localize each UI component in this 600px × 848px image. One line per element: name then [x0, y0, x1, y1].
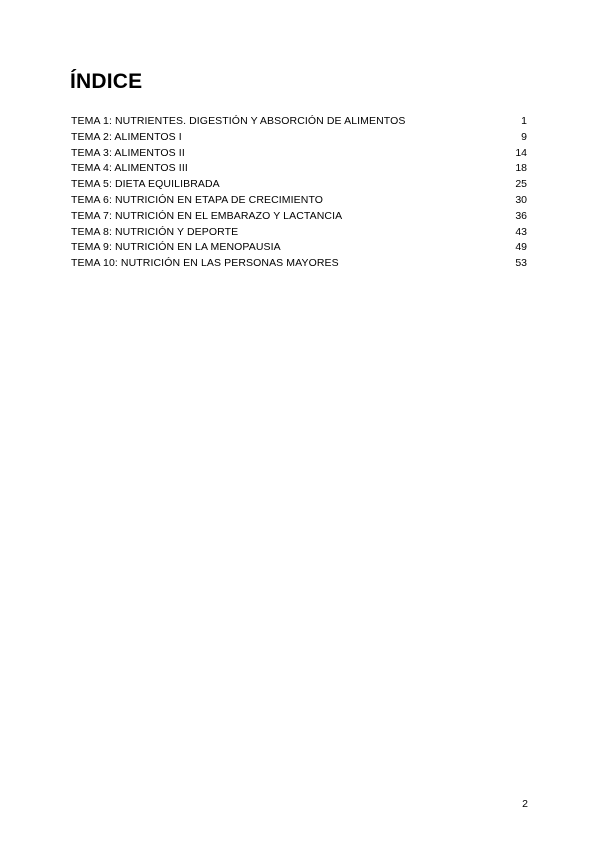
toc-entry-page: 43: [515, 225, 527, 238]
toc-entry-label: TEMA 9: NUTRICIÓN EN LA MENOPAUSIA: [71, 241, 281, 254]
toc-entry[interactable]: [71, 146, 527, 162]
toc-entry-page: 9: [521, 130, 527, 143]
toc-entry[interactable]: [71, 193, 527, 209]
toc-entry-label: TEMA 1: NUTRIENTES. DIGESTIÓN Y ABSORCIÓN DE ALIMENTOS: [71, 115, 406, 127]
toc-entry-label: TEMA 3: ALIMENTOS II: [71, 146, 185, 159]
page-title: ÍNDICE: [70, 70, 143, 93]
toc-entry[interactable]: [71, 256, 527, 272]
toc-entry[interactable]: [71, 177, 527, 193]
page-number: 2: [522, 798, 528, 810]
toc-entry-label: TEMA 7: NUTRICIÓN EN EL EMBARAZO Y LACTANCIA: [71, 209, 343, 222]
toc-entry[interactable]: [71, 161, 527, 177]
toc-entry[interactable]: [71, 240, 527, 256]
toc-entry-page: 30: [515, 193, 527, 206]
table-of-contents: [71, 114, 527, 272]
toc-entry-label: TEMA 5: DIETA EQUILIBRADA: [71, 178, 220, 191]
toc-entry-page: 18: [515, 162, 527, 175]
toc-entry-label: TEMA 4: ALIMENTOS III: [71, 162, 188, 175]
toc-entry-label: TEMA 2: ALIMENTOS I: [71, 130, 182, 143]
toc-entry-page: 49: [515, 241, 527, 254]
toc-entry-label: TEMA 6: NUTRICIÓN EN ETAPA DE CRECIMIENTO: [71, 193, 324, 206]
toc-entry-page: 25: [515, 178, 527, 191]
toc-entry[interactable]: [71, 130, 527, 146]
toc-entry[interactable]: [71, 209, 527, 225]
toc-entry-label: TEMA 10: NUTRICIÓN EN LAS PERSONAS MAYORES: [71, 257, 339, 270]
toc-entry-page: 53: [515, 257, 527, 270]
toc-entry-label: TEMA 8: NUTRICIÓN Y DEPORTE: [71, 225, 239, 238]
toc-entry[interactable]: [71, 114, 527, 130]
toc-entry-page: 36: [515, 209, 527, 222]
toc-entry[interactable]: [71, 225, 527, 241]
toc-entry-page: 1: [521, 115, 527, 127]
toc-entry-page: 14: [515, 146, 527, 159]
